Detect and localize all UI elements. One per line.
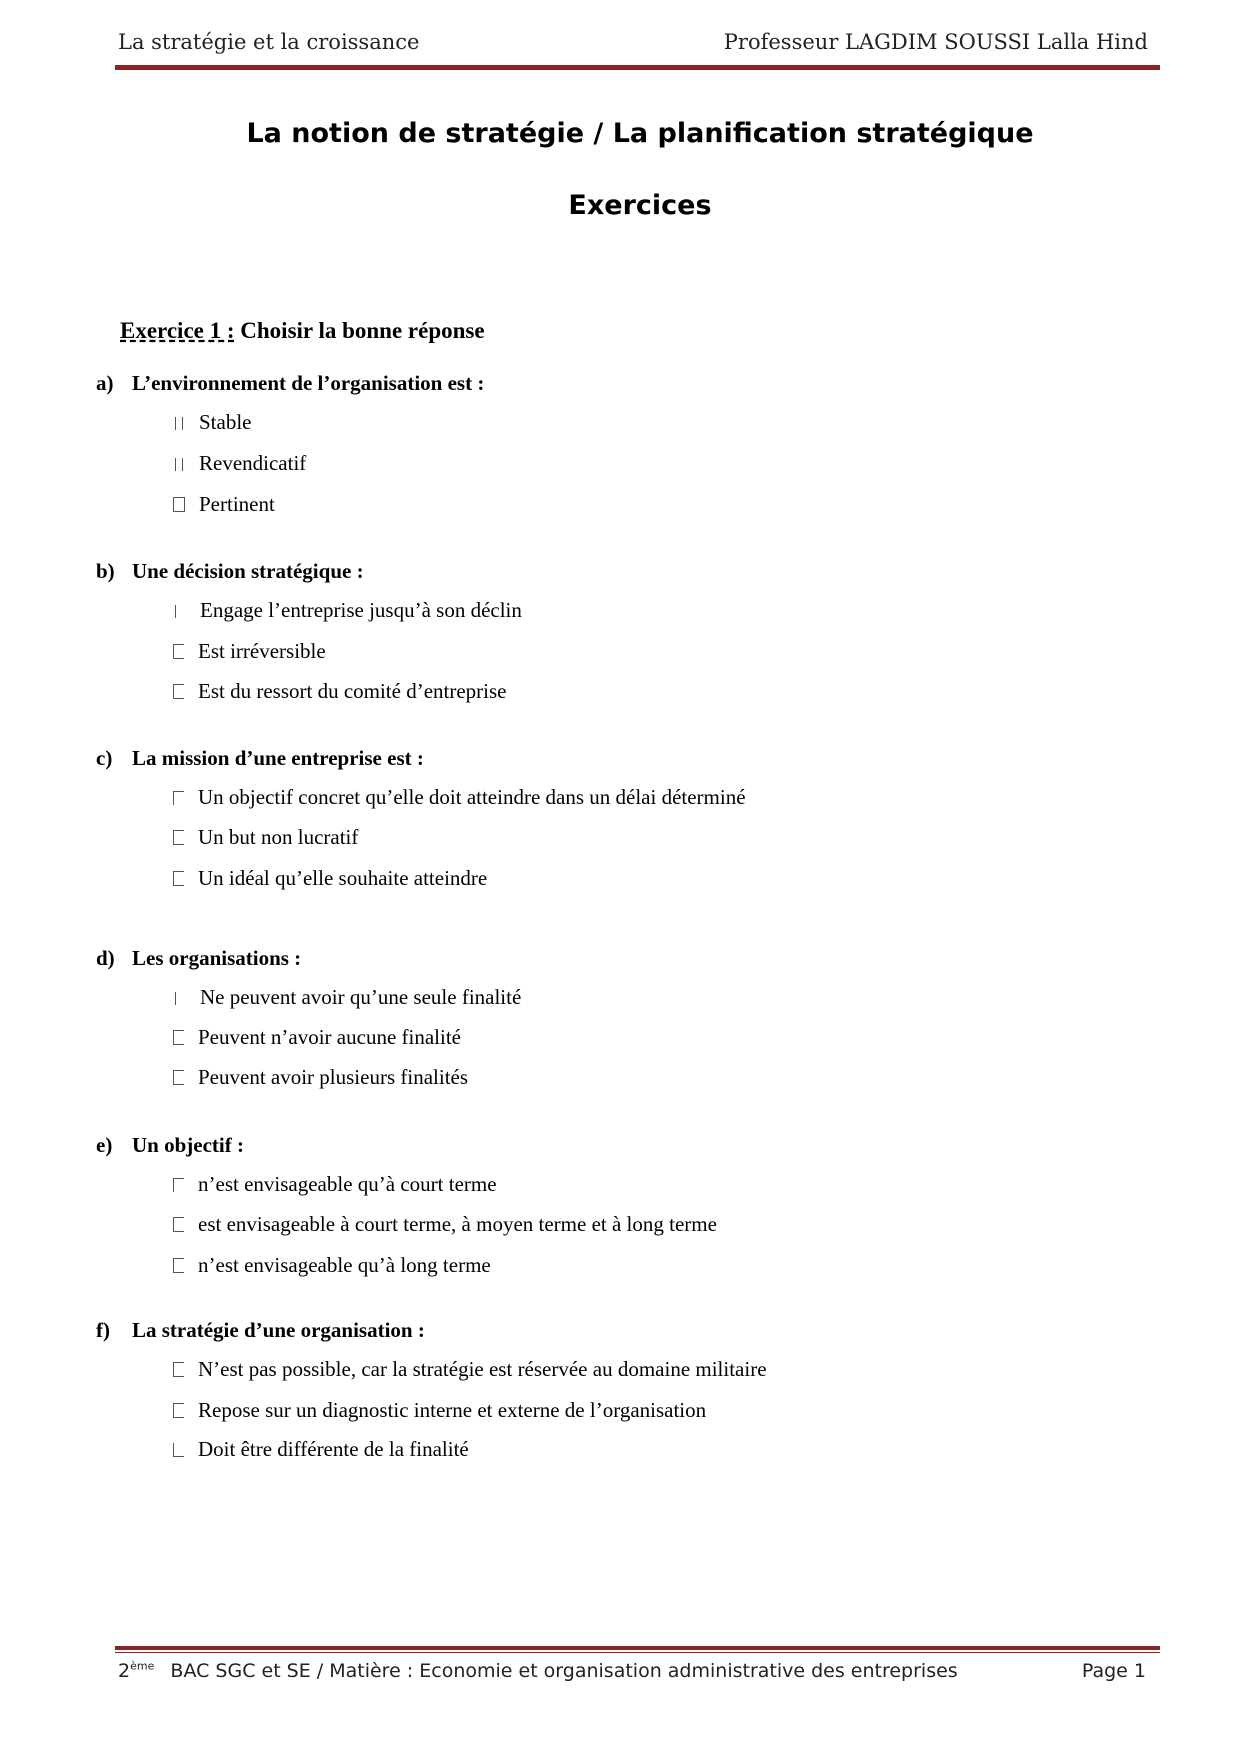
option-d1[interactable]: [173, 985, 521, 1010]
option-f3[interactable]: [173, 1437, 469, 1462]
page-number: Page 1: [1081, 1660, 1146, 1682]
checkbox[interactable]: [173, 1030, 184, 1045]
option-c2[interactable]: [173, 825, 358, 850]
option-b2[interactable]: [173, 639, 326, 664]
question-letter: e): [96, 1133, 113, 1157]
footer-course-info: BAC SGC et SE / Matière : Economie et organisation administrative des entreprises: [170, 1660, 958, 1683]
checkbox[interactable]: [173, 791, 184, 805]
checkbox[interactable]: [173, 1403, 184, 1418]
option-label: Est irréversible: [198, 639, 326, 663]
checkbox[interactable]: [175, 605, 186, 618]
option-e1[interactable]: [173, 1172, 497, 1197]
question-letter: a): [96, 371, 114, 395]
exercise-label: Exercice 1 :: [120, 318, 235, 343]
question-letter: c): [96, 746, 113, 770]
checkbox[interactable]: [173, 1443, 184, 1457]
option-label: n’est envisageable qu’à court terme: [198, 1172, 497, 1196]
checkbox[interactable]: [175, 417, 183, 430]
checkbox[interactable]: [173, 1217, 184, 1232]
option-label: Un objectif concret qu’elle doit atteindre dans un délai déterminé: [198, 785, 746, 809]
question-text: Un objectif :: [132, 1133, 244, 1157]
question-e: [96, 1133, 244, 1158]
option-c3[interactable]: [173, 866, 487, 891]
page-header: [118, 30, 1158, 60]
option-label: Un idéal qu’elle souhaite atteindre: [198, 866, 488, 890]
option-label: Pertinent: [199, 492, 275, 516]
checkbox[interactable]: [173, 684, 184, 699]
question-c: [96, 746, 424, 771]
option-label: Stable: [199, 410, 252, 434]
question-text: L’environnement de l’organisation est :: [132, 371, 485, 395]
checkbox[interactable]: [175, 458, 183, 471]
option-label: n’est envisageable qu’à long terme: [198, 1253, 491, 1277]
checkbox[interactable]: [175, 992, 186, 1005]
checkbox[interactable]: [173, 1258, 184, 1273]
option-label: Ne peuvent avoir qu’une seule finalité: [200, 985, 522, 1009]
option-d3[interactable]: [173, 1065, 468, 1090]
option-label: Est du ressort du comité d’entreprise: [198, 679, 507, 703]
checkbox[interactable]: [173, 1070, 184, 1085]
option-label: Peuvent n’avoir aucune finalité: [198, 1025, 461, 1049]
question-letter: f): [96, 1318, 110, 1342]
question-b: [96, 559, 364, 584]
option-label: Engage l’entreprise jusqu’à son déclin: [200, 598, 522, 622]
question-text: La mission d’une entreprise est :: [132, 746, 424, 770]
option-f2[interactable]: [173, 1398, 706, 1423]
option-a3[interactable]: [173, 492, 275, 517]
exercise-instruction: Choisir la bonne réponse: [240, 318, 485, 343]
checkbox[interactable]: [173, 1178, 184, 1192]
question-letter: b): [96, 559, 115, 583]
footer-level: 2ème: [118, 1660, 155, 1683]
page-subtitle: Exercices: [568, 190, 712, 221]
option-label: Un but non lucratif: [198, 825, 359, 849]
question-text: Une décision stratégique :: [132, 559, 364, 583]
checkbox[interactable]: [173, 644, 184, 659]
page-title: La notion de stratégie / La planification stratégique: [246, 118, 1034, 149]
option-c1[interactable]: [173, 785, 746, 810]
option-a2[interactable]: [173, 451, 306, 476]
option-f1[interactable]: [173, 1357, 767, 1382]
question-a: [96, 371, 484, 396]
question-d: [96, 946, 301, 971]
option-a1[interactable]: [173, 410, 252, 435]
header-author: Professeur LAGDIM SOUSSI Lalla Hind: [723, 30, 1148, 54]
checkbox[interactable]: [173, 497, 185, 512]
page-footer: [118, 1660, 1158, 1682]
option-label: Peuvent avoir plusieurs finalités: [198, 1065, 469, 1089]
option-b1[interactable]: [173, 598, 522, 623]
option-e3[interactable]: [173, 1253, 491, 1278]
header-divider: [115, 63, 1160, 70]
question-text: Les organisations :: [132, 946, 302, 970]
question-text: La stratégie d’une organisation :: [132, 1318, 425, 1342]
option-label: N’est pas possible, car la stratégie est réservée au domaine militaire: [198, 1357, 767, 1381]
option-label: est envisageable à court terme, à moyen terme et à long terme: [198, 1212, 717, 1236]
option-e2[interactable]: [173, 1212, 717, 1237]
option-label: Repose sur un diagnostic interne et externe de l’organisation: [198, 1398, 707, 1422]
checkbox[interactable]: [173, 830, 184, 845]
option-label: Revendicatif: [199, 451, 307, 475]
option-label: Doit être différente de la finalité: [198, 1437, 469, 1461]
header-course-title: La stratégie et la croissance: [118, 30, 420, 54]
question-letter: d): [96, 946, 115, 970]
option-b3[interactable]: [173, 679, 507, 704]
checkbox[interactable]: [173, 1362, 184, 1377]
checkbox[interactable]: [173, 871, 184, 886]
footer-divider: [115, 1646, 1160, 1653]
exercise-heading: [120, 318, 485, 344]
question-f: [96, 1318, 425, 1343]
option-d2[interactable]: [173, 1025, 461, 1050]
